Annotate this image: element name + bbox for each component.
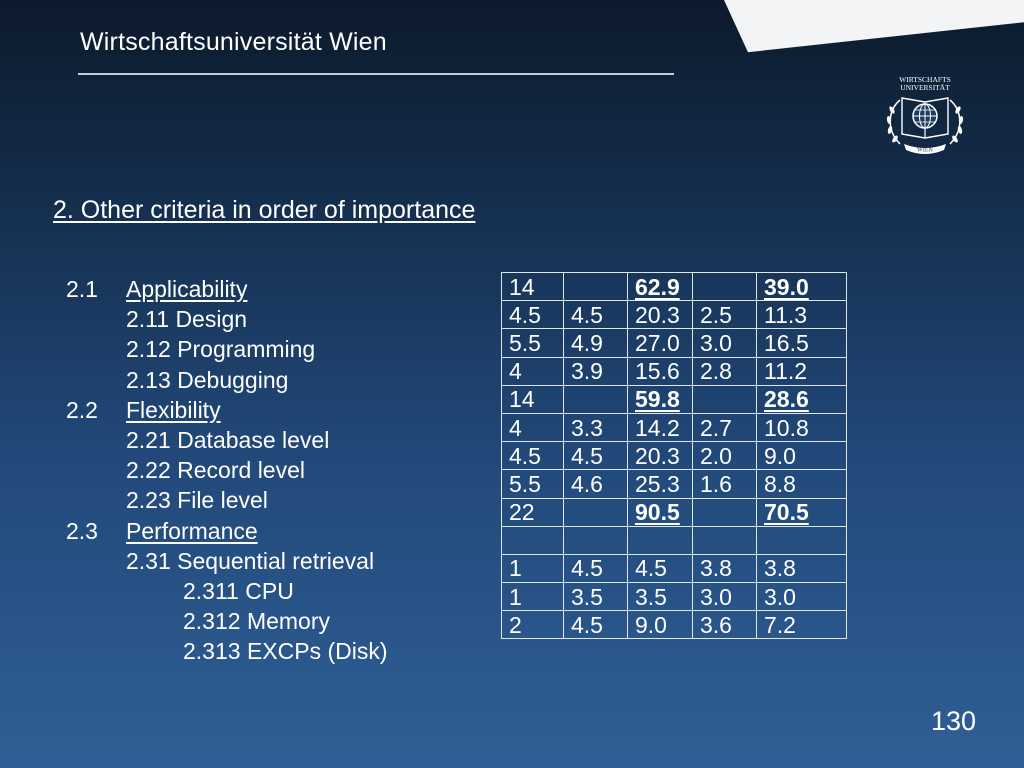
- table-cell: 16.5: [757, 329, 847, 357]
- svg-text:UNIVERSITÄT: UNIVERSITÄT: [900, 83, 950, 92]
- outline-item-label: Flexibility: [126, 396, 221, 423]
- table-cell: 5.5: [502, 329, 564, 357]
- table-cell: 20.3: [628, 442, 693, 470]
- table-cell: 4.5: [564, 554, 628, 582]
- table-cell: 59.8: [628, 385, 693, 413]
- table-cell: 2.5: [693, 301, 757, 329]
- table-cell: 22: [502, 498, 564, 526]
- outline-item-label: 2.312 Memory: [183, 608, 331, 635]
- table-row: [502, 470, 847, 498]
- outline-item-label: Applicability: [126, 276, 248, 302]
- outline-item-label: 2.31 Sequential retrieval: [126, 547, 375, 574]
- table-cell: 14: [502, 385, 564, 413]
- table-cell: 3.6: [693, 611, 757, 639]
- table-cell: 4.5: [628, 554, 693, 582]
- table-row: [502, 301, 847, 329]
- table-cell: [693, 526, 757, 554]
- table-row: [502, 385, 847, 413]
- table-cell: 3.0: [757, 583, 847, 611]
- table-cell: [564, 526, 628, 554]
- table-cell: 28.6: [757, 385, 847, 413]
- table-cell: 62.9: [628, 273, 693, 301]
- table-cell: [564, 498, 628, 526]
- table-cell: [564, 385, 628, 413]
- table-cell: 20.3: [628, 301, 693, 329]
- table-cell: 15.6: [628, 357, 693, 385]
- criteria-scores-table: [501, 272, 847, 639]
- table-cell: 90.5: [628, 498, 693, 526]
- table-cell: 3.8: [693, 554, 757, 582]
- table-cell: 11.3: [757, 301, 847, 329]
- outline-item-label: 2.12 Programming: [126, 336, 316, 363]
- table-cell: 3.0: [693, 329, 757, 357]
- table-cell: 3.9: [564, 357, 628, 385]
- table-row: [502, 498, 847, 526]
- table-cell: 4: [502, 357, 564, 385]
- table-row: [502, 273, 847, 301]
- table-cell: 1.6: [693, 470, 757, 498]
- outline-item-number: 2.1: [66, 276, 98, 302]
- table-cell: [693, 498, 757, 526]
- outline-item-label: 2.11 Design: [126, 306, 248, 333]
- table-cell: 9.0: [628, 611, 693, 639]
- table-cell: 8.8: [757, 470, 847, 498]
- page-number: 130: [930, 706, 976, 736]
- outline-item-label: 2.22 Record level: [126, 457, 305, 484]
- table-cell: 5.5: [502, 470, 564, 498]
- table-cell: [757, 526, 847, 554]
- outline-item-label: 2.13 Debugging: [126, 366, 289, 393]
- table-cell: 4.5: [564, 611, 628, 639]
- outline-item-number: 2.2: [66, 396, 98, 423]
- table-cell: [693, 273, 757, 301]
- table-cell: 4.9: [564, 329, 628, 357]
- table-row: [502, 442, 847, 470]
- table-cell: 3.3: [564, 413, 628, 441]
- table-row: [502, 526, 847, 554]
- outline-item-label: 2.313 EXCPs (Disk): [183, 638, 388, 665]
- table-cell: 11.2: [757, 357, 847, 385]
- table-row: [502, 357, 847, 385]
- table-cell: 14: [502, 273, 564, 301]
- table-cell: 4.5: [564, 301, 628, 329]
- table-cell: 4.6: [564, 470, 628, 498]
- table-cell: 1: [502, 583, 564, 611]
- table-cell: 3.0: [693, 583, 757, 611]
- outline-item-label: 2.311 CPU: [183, 577, 294, 604]
- table-cell: 3.8: [757, 554, 847, 582]
- outline-item-number: 2.3: [66, 517, 98, 544]
- svg-text:WIRTSCHAFTS: WIRTSCHAFTS: [899, 75, 951, 84]
- slide-title: 2. Other criteria in order of importance: [53, 196, 476, 224]
- table-row: [502, 611, 847, 639]
- outline-item-label: 2.23 File level: [126, 487, 268, 514]
- table-cell: 7.2: [757, 611, 847, 639]
- table-cell: 4.5: [502, 301, 564, 329]
- university-seal-logo: [878, 74, 972, 158]
- svg-text:WIEN: WIEN: [917, 147, 933, 154]
- outline-item-label: 2.21 Database level: [126, 426, 330, 453]
- table-cell: 2.8: [693, 357, 757, 385]
- table-row: [502, 329, 847, 357]
- university-name: Wirtschaftsuniversität Wien: [80, 28, 387, 56]
- table-cell: 10.8: [757, 413, 847, 441]
- table-cell: 2: [502, 611, 564, 639]
- table-cell: 2.7: [693, 413, 757, 441]
- table-cell: [564, 273, 628, 301]
- table-cell: [628, 526, 693, 554]
- table-row: [502, 583, 847, 611]
- table-cell: 27.0: [628, 329, 693, 357]
- table-cell: 1: [502, 554, 564, 582]
- table-cell: 70.5: [757, 498, 847, 526]
- table-cell: 3.5: [628, 583, 693, 611]
- table-cell: 9.0: [757, 442, 847, 470]
- table-cell: 14.2: [628, 413, 693, 441]
- table-cell: 4.5: [502, 442, 564, 470]
- corner-decoration: [724, 0, 1024, 60]
- table-cell: 25.3: [628, 470, 693, 498]
- table-row: [502, 554, 847, 582]
- table-cell: 3.5: [564, 583, 628, 611]
- table-row: [502, 413, 847, 441]
- table-cell: 39.0: [757, 273, 847, 301]
- table-cell: 4.5: [564, 442, 628, 470]
- header-divider: [78, 73, 674, 75]
- table-cell: [502, 526, 564, 554]
- table-cell: 2.0: [693, 442, 757, 470]
- outline-item-label: Performance: [126, 517, 258, 544]
- table-cell: [693, 385, 757, 413]
- table-cell: 4: [502, 413, 564, 441]
